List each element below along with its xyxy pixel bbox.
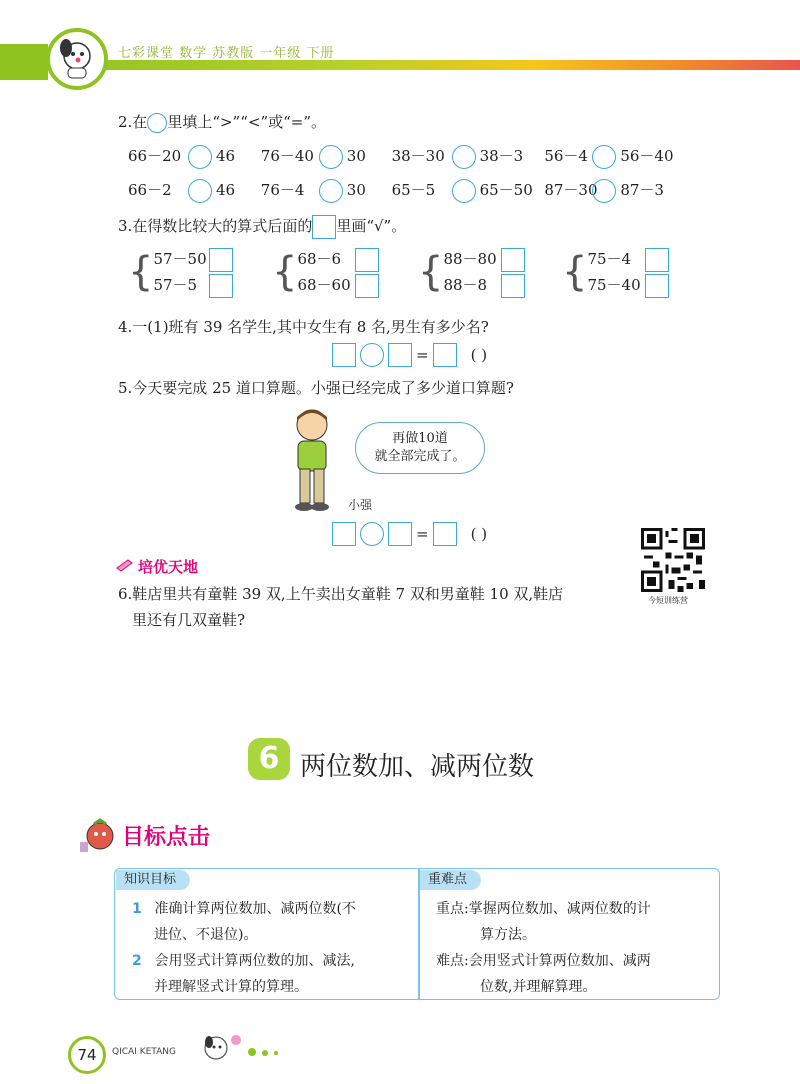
q3-line xyxy=(587,246,669,272)
expr: 57－50 xyxy=(153,250,207,268)
brace-icon: { xyxy=(418,249,444,295)
key-points-list xyxy=(436,896,651,1000)
q2-prefix: 2.在 xyxy=(118,113,148,131)
qr-caption: 今短训练营 xyxy=(648,596,688,605)
boy-illustration-icon xyxy=(282,405,342,519)
page-number: 74 xyxy=(68,1036,106,1074)
q5-text: 5.今天要完成 25 道口算题。小强已经完成了多少道口算题? xyxy=(118,379,514,397)
decor-dot xyxy=(248,1048,256,1056)
q6-line2: 里还有几双童鞋? xyxy=(132,611,246,629)
expr-right: 30 xyxy=(346,181,366,199)
answer-circle[interactable] xyxy=(188,179,212,203)
key-line: 位数,并理解算理。 xyxy=(480,979,597,995)
answer-circle[interactable] xyxy=(319,179,343,203)
q4-equation xyxy=(332,343,487,367)
expr: 57－5 xyxy=(153,276,198,294)
answer-box[interactable] xyxy=(433,522,457,546)
bubble-line: 就全部完成了。 xyxy=(374,449,466,464)
key-points-tag: 重难点 xyxy=(420,870,481,890)
knowledge-item xyxy=(132,896,356,1000)
expr-left: 66－20 xyxy=(128,147,182,165)
q4-text: 4.一(1)班有 39 名学生,其中女生有 8 名,男生有多少名? xyxy=(118,318,489,336)
answer-box[interactable] xyxy=(388,522,412,546)
answer-box[interactable] xyxy=(645,274,669,298)
expr-left: 87－30 xyxy=(544,181,598,199)
q3-pair xyxy=(128,246,233,302)
answer-circle[interactable] xyxy=(147,113,167,133)
pencil-icon xyxy=(116,557,134,576)
answer-box[interactable] xyxy=(501,274,525,298)
q3-line xyxy=(587,272,669,298)
expr: 68－60 xyxy=(297,276,351,294)
decor-dot xyxy=(274,1051,278,1055)
brace-icon: { xyxy=(562,249,588,295)
brace-icon: { xyxy=(272,249,298,295)
expr-left: 76－40 xyxy=(260,147,314,165)
q3-instruction xyxy=(118,215,406,239)
key-line: 重点:掌握两位数加、减两位数的计 xyxy=(436,901,651,917)
expr-right: 46 xyxy=(216,181,236,199)
item-line: 会用竖式计算两位数的加、减法, xyxy=(154,953,355,969)
item-line: 进位、不退位)。 xyxy=(154,927,258,943)
unit-number-badge: 6 xyxy=(248,738,290,780)
mascot-footer-icon xyxy=(200,1032,244,1070)
qr-code-icon[interactable] xyxy=(641,528,705,596)
footer-brand: QICAI KETANG xyxy=(112,1047,176,1057)
answer-box[interactable] xyxy=(332,343,356,367)
answer-box[interactable] xyxy=(501,248,525,272)
expr-left: 38－30 xyxy=(391,147,445,165)
answer-circle[interactable] xyxy=(592,179,616,203)
unit-title: 两位数加、减两位数 xyxy=(300,752,535,782)
expr-right: 87－3 xyxy=(620,181,664,199)
expr: 75－40 xyxy=(587,276,641,294)
q2-instruction xyxy=(118,112,326,133)
section-title: 培优天地 xyxy=(138,558,199,576)
answer-box[interactable] xyxy=(312,215,336,239)
equals-sign: = xyxy=(416,346,429,364)
expr: 68－6 xyxy=(297,250,342,268)
key-line: 难点:会用竖式计算两位数加、减两 xyxy=(436,953,651,969)
answer-box[interactable] xyxy=(355,248,379,272)
q2-suffix: 里填上“>”“<”或“=”。 xyxy=(167,113,327,131)
answer-circle[interactable] xyxy=(319,145,343,169)
expr-right: 65－50 xyxy=(479,181,533,199)
answer-box[interactable] xyxy=(645,248,669,272)
knowledge-tag: 知识目标 xyxy=(116,870,190,890)
expr: 88－80 xyxy=(443,250,497,268)
item-line: 准确计算两位数加、减两位数(不 xyxy=(154,901,356,917)
answer-circle[interactable] xyxy=(188,145,212,169)
expr-right: 56－40 xyxy=(620,147,674,165)
expr-right: 30 xyxy=(346,147,366,165)
section-header xyxy=(116,556,198,577)
q5-equation xyxy=(332,522,487,546)
goals-title: 目标点击 xyxy=(122,825,211,850)
speech-bubble xyxy=(355,422,485,474)
answer-box[interactable] xyxy=(332,522,356,546)
q3-suffix: 里画“√”。 xyxy=(336,217,407,235)
item-line: 并理解竖式计算的算理。 xyxy=(154,979,308,995)
brace-icon: { xyxy=(128,249,154,295)
item-number: 2 xyxy=(132,953,142,969)
bubble-line: 再做10道 xyxy=(392,431,448,446)
header-title: 七彩课堂 数学 苏教版 一年级 下册 xyxy=(118,46,335,61)
operator-circle[interactable] xyxy=(360,343,384,367)
key-line: 算方法。 xyxy=(480,927,536,943)
answer-circle[interactable] xyxy=(452,179,476,203)
answer-circle[interactable] xyxy=(452,145,476,169)
q6-line1: 6.鞋店里共有童鞋 39 双,上午卖出女童鞋 7 双和男童鞋 10 双,鞋店 xyxy=(118,585,564,603)
unit-paren[interactable]: ( ) xyxy=(470,525,488,543)
q3-pair xyxy=(562,246,669,302)
expr: 75－4 xyxy=(587,250,632,268)
q3-line xyxy=(297,246,379,272)
expr-right: 38－3 xyxy=(479,147,524,165)
expr-left: 56－4 xyxy=(544,147,588,165)
q3-line xyxy=(297,272,379,298)
q3-prefix: 3.在得数比较大的算式后面的 xyxy=(118,217,313,235)
decor-dot xyxy=(262,1050,268,1056)
character-name: 小强 xyxy=(348,498,373,512)
item-number: 1 xyxy=(132,901,142,917)
q3-line xyxy=(153,246,233,272)
q3-line xyxy=(443,272,525,298)
q2-row xyxy=(128,145,680,169)
header-rainbow-bar xyxy=(40,60,800,70)
answer-box[interactable] xyxy=(388,343,412,367)
expr: 88－8 xyxy=(443,276,488,294)
q3-pair xyxy=(272,246,379,302)
expr-right: 46 xyxy=(216,147,236,165)
tomato-mascot-icon xyxy=(78,818,118,858)
mascot-icon xyxy=(46,28,108,90)
expr-left: 66－2 xyxy=(128,181,172,199)
answer-circle[interactable] xyxy=(592,145,616,169)
unit-paren[interactable]: ( ) xyxy=(470,346,488,364)
q2-row xyxy=(128,179,680,203)
answer-box[interactable] xyxy=(433,343,457,367)
expr-left: 76－4 xyxy=(260,181,305,199)
q3-line xyxy=(153,272,233,298)
q3-line xyxy=(443,246,525,272)
q3-pair xyxy=(418,246,525,302)
answer-box[interactable] xyxy=(355,274,379,298)
answer-box[interactable] xyxy=(209,248,233,272)
expr-left: 65－5 xyxy=(391,181,436,199)
operator-circle[interactable] xyxy=(360,522,384,546)
equals-sign: = xyxy=(416,525,429,543)
answer-box[interactable] xyxy=(209,274,233,298)
